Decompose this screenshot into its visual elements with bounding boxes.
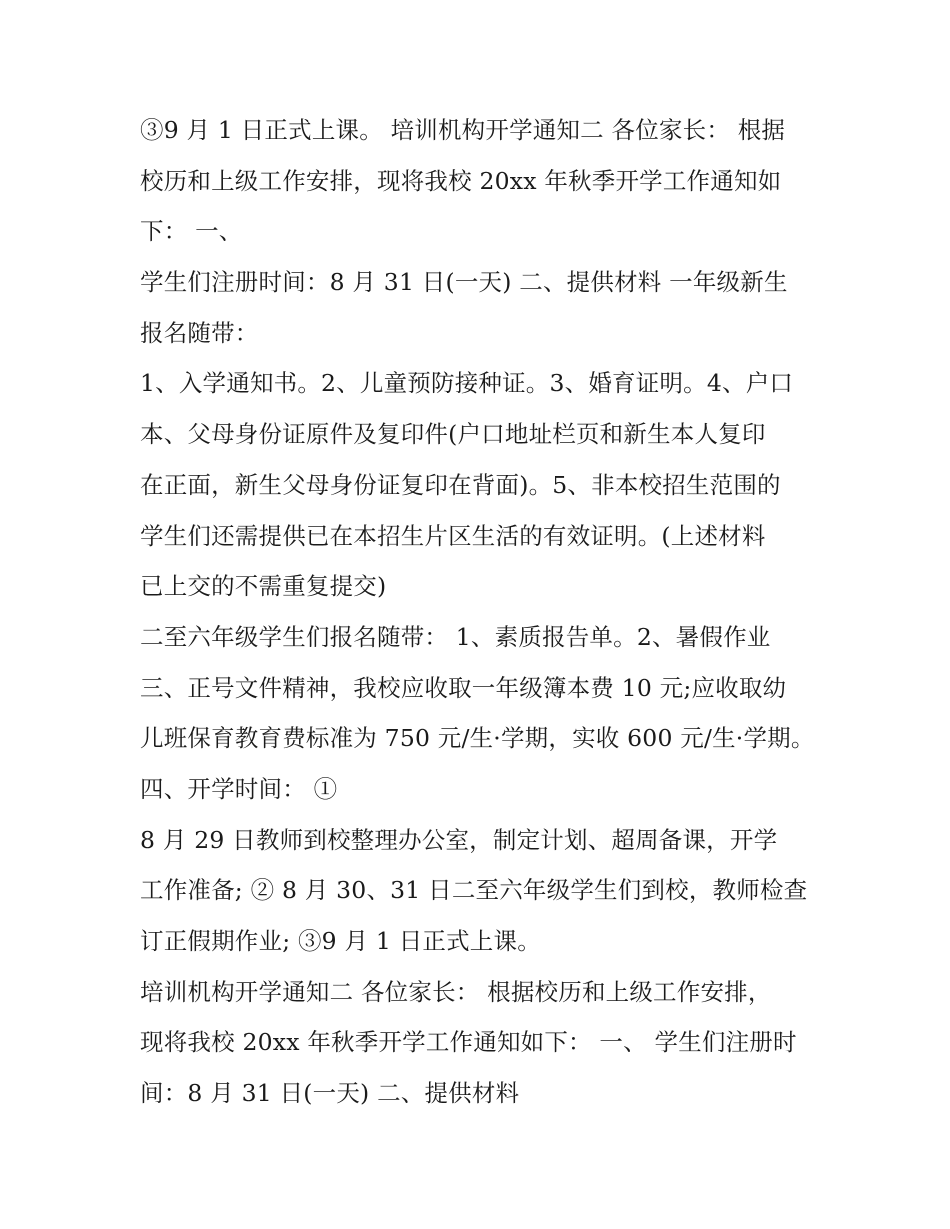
document-body (140, 105, 820, 1119)
text-line: 四、开学时间： ① (140, 774, 338, 803)
text-line: 订正假期作业; ③9 月 1 日正式上课。 (140, 927, 541, 955)
text-line: 二至六年级学生们报名随带： 1、素质报告单。2、暑假作业 (140, 622, 771, 651)
text-line: 8 月 29 日教师到校整理办公室，制定计划、超周备课，开学 (140, 825, 778, 854)
text-line: 报名随带： (140, 318, 259, 347)
text-line: 学生们还需提供已在本招生片区生活的有效证明。(上述材料 (140, 521, 766, 550)
text-line: 本、父母身份证原件及复印件(户口地址栏页和新生本人复印 (140, 420, 766, 449)
text-line: 间：8 月 31 日(一天) 二、提供材料 (140, 1079, 520, 1108)
text-line: ③9 月 1 日正式上课。 培训机构开学通知二 各位家长： 根据 (140, 116, 786, 144)
text-line: 工作准备; ② 8 月 30、31 日二至六年级学生们到校，教师检查 (140, 876, 808, 905)
text-line: 三、正号文件精神，我校应收取一年级簿本费 10 元;应收取幼 (140, 673, 787, 702)
text-line: 在正面，新生父母身份证复印在背面)。5、非本校招生范围的 (140, 470, 781, 499)
text-line: 已上交的不需重复提交) (140, 572, 387, 601)
text-line: 下： 一、 (140, 217, 243, 246)
text-line: 儿班保育教育费标准为 750 元/生·学期，实收 600 元/生·学期。 (140, 724, 815, 753)
text-line: 现将我校 20xx 年秋季开学工作通知如下： 一、 学生们注册时 (140, 1028, 797, 1057)
text-line: 培训机构开学通知二 各位家长： 根据校历和上级工作安排， (140, 977, 772, 1006)
text-line: 1、入学通知书。2、儿童预防接种证。3、婚育证明。4、户口 (140, 369, 794, 398)
text-line: 学生们注册时间：8 月 31 日(一天) 二、提供材料 一年级新生 (140, 268, 788, 297)
text-line: 校历和上级工作安排，现将我校 20xx 年秋季开学工作通知如 (140, 166, 782, 195)
